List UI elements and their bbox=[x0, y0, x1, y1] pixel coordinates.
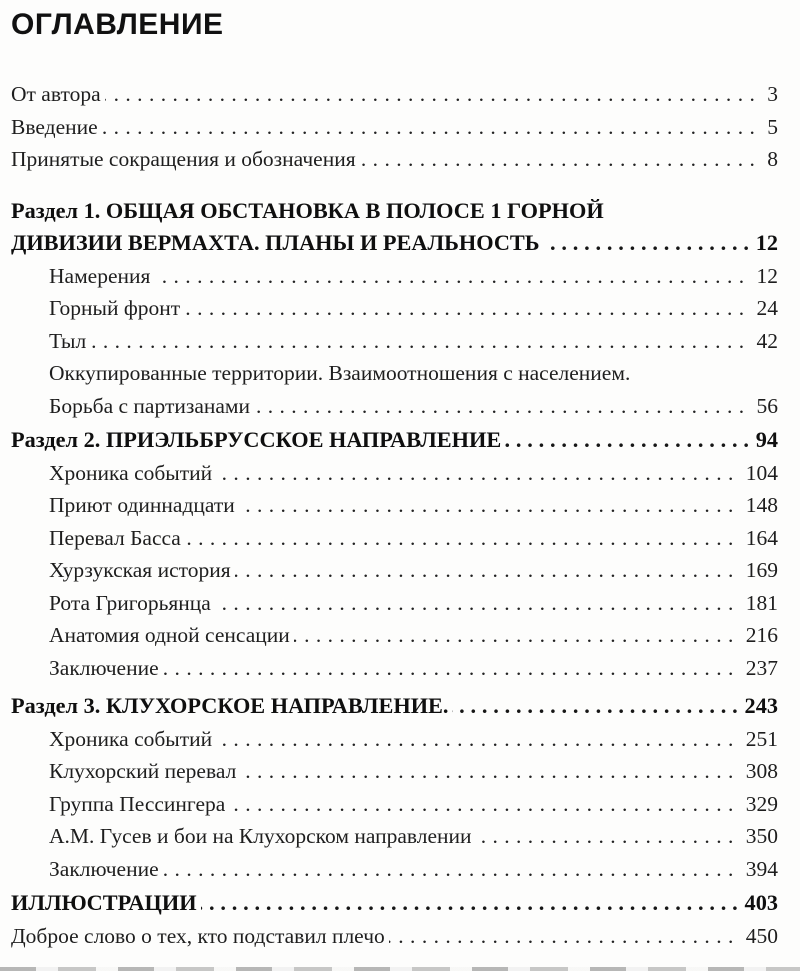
toc-entry-page: 394 bbox=[745, 856, 778, 881]
toc-entry-ot-avtora bbox=[11, 78, 778, 111]
toc-entry-page: 3 bbox=[767, 82, 778, 106]
toc-entry-sokrashcheniya bbox=[11, 143, 778, 176]
toc-entry-page: 169 bbox=[745, 558, 778, 582]
toc-entry-line-2 bbox=[11, 390, 778, 423]
toc-entry bbox=[11, 587, 778, 620]
dot-leader bbox=[239, 489, 740, 522]
toc-entry-page: 216 bbox=[745, 623, 778, 647]
toc-entry-line-1 bbox=[11, 357, 778, 390]
dot-leader bbox=[476, 820, 740, 853]
toc-entry-page: 251 bbox=[745, 726, 778, 751]
toc-entry bbox=[11, 788, 778, 821]
toc-entry bbox=[11, 820, 778, 853]
dot-leader bbox=[544, 227, 755, 260]
toc-section-page: 94 bbox=[755, 427, 778, 452]
toc-entry bbox=[11, 292, 778, 325]
toc-entry-page: 148 bbox=[745, 493, 778, 517]
toc-entry-vvedenie bbox=[11, 111, 778, 144]
toc-entry-page: 350 bbox=[745, 824, 778, 848]
toc-entry-page: 104 bbox=[745, 460, 778, 485]
toc-entry-label: Введение bbox=[11, 114, 98, 139]
toc-entry-page: 237 bbox=[745, 655, 778, 680]
toc-entry bbox=[11, 325, 778, 358]
dot-leader bbox=[215, 587, 740, 620]
dot-leader bbox=[235, 554, 740, 587]
toc-entry-page: 329 bbox=[745, 791, 778, 816]
toc-entry-label: Хроника событий bbox=[49, 460, 213, 485]
toc-entry bbox=[11, 619, 778, 652]
toc-entry-label: Приют одиннадцати bbox=[49, 493, 235, 517]
toc-section-header-label: Раздел 1. ОБЩАЯ ОБСТАНОВКА В ПОЛОСЕ 1 ГОРНОЙ bbox=[11, 197, 604, 223]
toc-entry-label: Хроника событий bbox=[49, 726, 213, 751]
dot-leader bbox=[102, 111, 762, 144]
dot-leader bbox=[90, 325, 750, 358]
dot-leader bbox=[216, 723, 740, 756]
toc-entry-label: Тыл bbox=[49, 328, 87, 353]
toc-section-1-header-line-2 bbox=[11, 227, 778, 260]
toc-entry bbox=[11, 723, 778, 756]
toc-entry-page: 181 bbox=[745, 590, 778, 615]
toc-section-3-header bbox=[11, 690, 778, 723]
toc-entry-label: От автора bbox=[11, 82, 101, 106]
dot-leader bbox=[389, 920, 740, 953]
toc-entry-label: Рота Григорьянца bbox=[49, 590, 211, 615]
dot-leader bbox=[216, 457, 740, 490]
toc-section-header-label: ДИВИЗИИ ВЕРМАХТА. ПЛАНЫ И РЕАЛЬНОСТЬ bbox=[11, 230, 540, 255]
toc-section-header-label: ИЛЛЮСТРАЦИИ bbox=[11, 890, 197, 915]
dot-leader bbox=[163, 853, 740, 886]
toc-entry-page: 164 bbox=[745, 525, 778, 550]
toc-section-page: 12 bbox=[755, 230, 778, 255]
dot-leader bbox=[201, 887, 744, 920]
dot-leader bbox=[505, 424, 754, 457]
toc-entry-label: Заключение bbox=[49, 856, 159, 881]
toc-entry-page: 308 bbox=[745, 759, 778, 783]
toc-entry bbox=[11, 853, 778, 886]
dot-leader bbox=[185, 522, 740, 555]
toc-entry-dobroe-slovo bbox=[11, 920, 778, 953]
toc-entry-label: Борьба с партизанами bbox=[49, 393, 251, 418]
toc-entry-page: 24 bbox=[756, 296, 778, 320]
toc-entry-label: Анатомия одной сенсации bbox=[49, 623, 290, 647]
toc-entry-page: 5 bbox=[767, 114, 778, 139]
scan-edge-artifact bbox=[0, 967, 800, 971]
toc-entry-label: Клухорский перевал bbox=[49, 759, 237, 783]
dot-leader bbox=[105, 78, 762, 111]
toc-entry bbox=[11, 755, 778, 788]
dot-leader bbox=[229, 788, 739, 821]
dot-leader bbox=[184, 292, 750, 325]
toc-entry-label: Группа Пессингера bbox=[49, 791, 226, 816]
toc-entry bbox=[11, 554, 778, 587]
toc-entry bbox=[11, 457, 778, 490]
toc-entry-label: Горный фронт bbox=[49, 296, 181, 320]
toc-entry-label: А.М. Гусев и бои на Клухорском направлении bbox=[49, 824, 472, 848]
toc-entry bbox=[11, 652, 778, 685]
toc-entry bbox=[11, 489, 778, 522]
toc-entry-label: Оккупированные территории. Взаимоотношения с населением. bbox=[49, 361, 631, 385]
toc-section-header-label: Раздел 2. ПРИЭЛЬБРУССКОЕ НАПРАВЛЕНИЕ bbox=[11, 427, 502, 452]
toc-section-page: 243 bbox=[744, 693, 778, 718]
dot-leader bbox=[163, 652, 740, 685]
dot-leader bbox=[240, 755, 739, 788]
toc-entry-label: Намерения bbox=[49, 263, 151, 288]
toc-entry-page: 8 bbox=[767, 147, 778, 171]
toc-entry-label: Принятые сокращения и обозначения bbox=[11, 147, 356, 171]
dot-leader bbox=[294, 619, 740, 652]
toc-entry-label: Доброе слово о тех, кто подставил плечо bbox=[11, 923, 385, 948]
dot-leader bbox=[360, 143, 762, 176]
toc-entry-label: Перевал Басса bbox=[49, 525, 181, 550]
toc-entry-page: 450 bbox=[745, 923, 778, 948]
dot-leader bbox=[452, 690, 743, 723]
toc-entry-page: 12 bbox=[756, 263, 778, 288]
toc-illustrations-header bbox=[11, 887, 778, 920]
toc-entry bbox=[11, 260, 778, 293]
toc-entry-label: Заключение bbox=[49, 655, 159, 680]
toc-section-2-header bbox=[11, 424, 778, 457]
toc-entry bbox=[11, 522, 778, 555]
toc-entry-page: 56 bbox=[756, 393, 778, 418]
toc-entry-label: Хурзукская история bbox=[49, 558, 231, 582]
page-title: ОГЛАВЛЕНИЕ bbox=[11, 8, 224, 41]
toc-section-1-header-line-1 bbox=[11, 195, 778, 228]
dot-leader bbox=[154, 260, 750, 293]
toc-section-header-label: Раздел 3. КЛУХОРСКОЕ НАПРАВЛЕНИЕ. bbox=[11, 693, 449, 718]
toc-entry-page: 42 bbox=[756, 328, 778, 353]
toc-section-page: 403 bbox=[744, 890, 778, 915]
dot-leader bbox=[254, 390, 750, 423]
